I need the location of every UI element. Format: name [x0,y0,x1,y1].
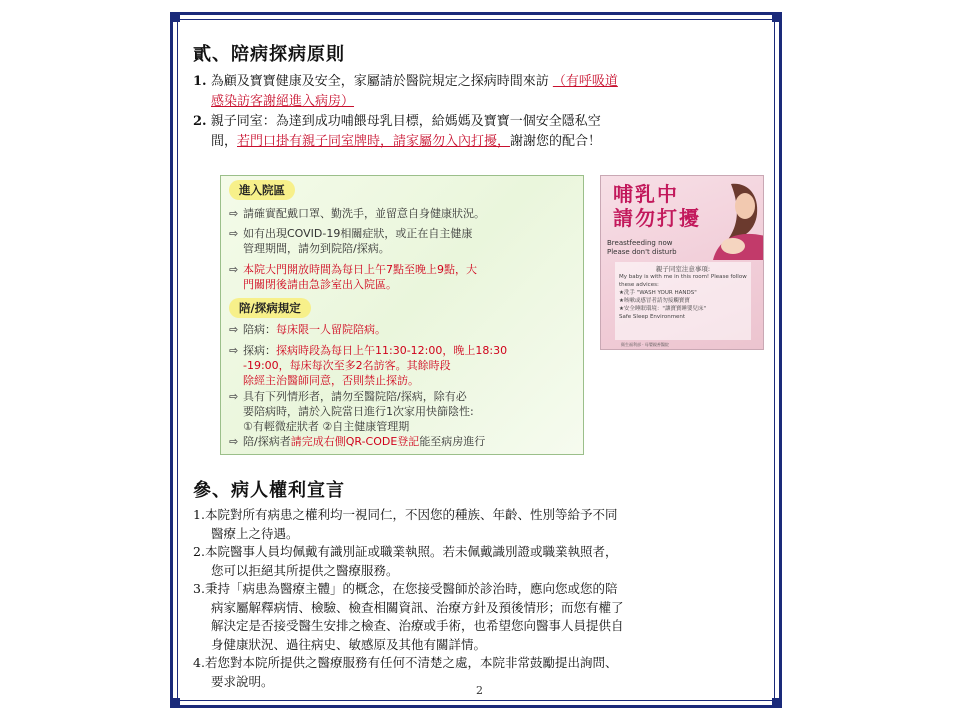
arrow-icon: ⇨ [229,227,239,240]
sign-footer: 衛生福利部 · 母嬰親善醫院 [621,342,669,347]
section-title: 參、病人權利宣言 [193,480,345,501]
rule-item-2-cont: 間，若門口掛有親子同室牌時，請家屬勿入內打擾，謝謝您的配合！ [211,134,602,149]
corner-ornament [772,698,782,708]
sign-title: 哺乳中 請勿打擾 [613,182,701,230]
corner-ornament [772,12,782,22]
arrow-icon: ⇨ [229,207,239,220]
sign-english: Breastfeeding now Please don't disturb [607,239,677,256]
arrow-icon: ⇨ [229,390,239,403]
poster-line: 門關閉後請由急診室出入院區。 [243,278,397,291]
rule-item-1: 1. 為顧及寶寶健康及安全，家屬請於醫院規定之探病時間來訪 （有呼吸道 [193,74,618,89]
rights-item-cont: 身健康狀況、過往病史、敏感原及其他有關詳情。 [211,636,487,652]
hospital-entry-poster [220,175,584,455]
rights-item-cont: 醫療上之待遇。 [211,525,299,541]
poster-line: ⇨ 陪病：每床限一人留院陪病。 [229,323,386,336]
rule-item-1-cont: 感染訪客謝絕進入病房） [211,94,355,109]
poster-line: ⇨ 如有出現COVID-19相關症狀，或正在自主健康 [229,227,473,240]
poster-line: ⇨ 本院大門開放時間為每日上午7點至晚上9點，大 [229,263,477,276]
mother-baby-illustration [711,180,764,260]
sign-notice-box: 親子同室注意事項: My baby is with me in this room! Please follow these advices: ★洗手 "WASH YOUR HANDS" ★咳嗽或感冒者請勿接觸寶寶 ★安全睡眠環境："讓寶寶睡嬰兒床" Safe Sleep Environment [615,262,751,340]
poster-line: -19:00，每床每次至多2名訪客。其餘時段 [243,359,451,372]
rights-item-cont: 您可以拒絕其所提供之醫療服務。 [211,562,399,578]
rights-item: 1.本院對所有病患之權利均一視同仁，不因您的種族、年齡、性別等給予不同 [193,507,618,522]
section-patient-rights [193,476,765,691]
arrow-icon: ⇨ [229,323,239,336]
poster-line: 除經主治醫師同意，否則禁止探訪。 [243,374,419,387]
poster-line: ⇨ 陪/探病者請完成右側QR-CODE登記能至病房進行 [229,435,486,448]
poster-line: ⇨ 具有下列情形者，請勿至醫院陪/探病，除有必 [229,390,467,403]
rights-item-cont: 解決定是否接受醫生安排之檢查、治療或手術，也希望您向醫事人員提供自 [211,618,624,633]
poster-line: ①有輕微症狀者 ②自主健康管理期 [243,420,410,433]
corner-ornament [170,698,180,708]
page-number: 2 [476,684,483,697]
poster-tag-visit: 陪/探病規定 [229,298,311,318]
arrow-icon: ⇨ [229,263,239,276]
poster-line: 要陪病時，請於入院當日進行1次家用快篩陰性: [243,405,474,418]
rights-list [193,506,765,691]
poster-line: ⇨ 請確實配戴口罩、勤洗手，並留意自身健康狀況。 [229,207,485,220]
arrow-icon: ⇨ [229,435,239,448]
breastfeeding-sign [600,175,764,350]
rights-item: 3.秉持「病患為醫療主體」的概念，在您接受醫師於診治時，應向您或您的陪 [193,581,618,596]
corner-ornament [170,12,180,22]
poster-tag-entry: 進入院區 [229,180,295,200]
rights-item-cont: 病家屬解釋病情、檢驗、檢查相關資訊、治療方針及預後情形；而您有權了 [211,599,624,615]
poster-line: 管理期間，請勿到院陪/探病。 [243,242,390,255]
rule-item-2: 2. 親子同室：為達到成功哺餵母乳目標，給媽媽及寶寶一個安全隱私空 [193,114,601,129]
rights-item-cont: 要求說明。 [211,673,274,689]
arrow-icon: ⇨ [229,344,239,357]
rights-item: 4.若您對本院所提供之醫療服務有任何不清楚之處，本院非常鼓勵提出詢問、 [193,655,618,670]
section-visiting-rules [193,38,765,152]
rights-item: 2.本院醫事人員均佩戴有識別証或職業執照。若未佩戴識別證或職業執照者， [193,544,618,559]
section-title: 貳、陪病探病原則 [193,44,345,65]
poster-line: ⇨ 探病：探病時段為每日上午11:30-12:00，晚上18:30 [229,344,508,357]
